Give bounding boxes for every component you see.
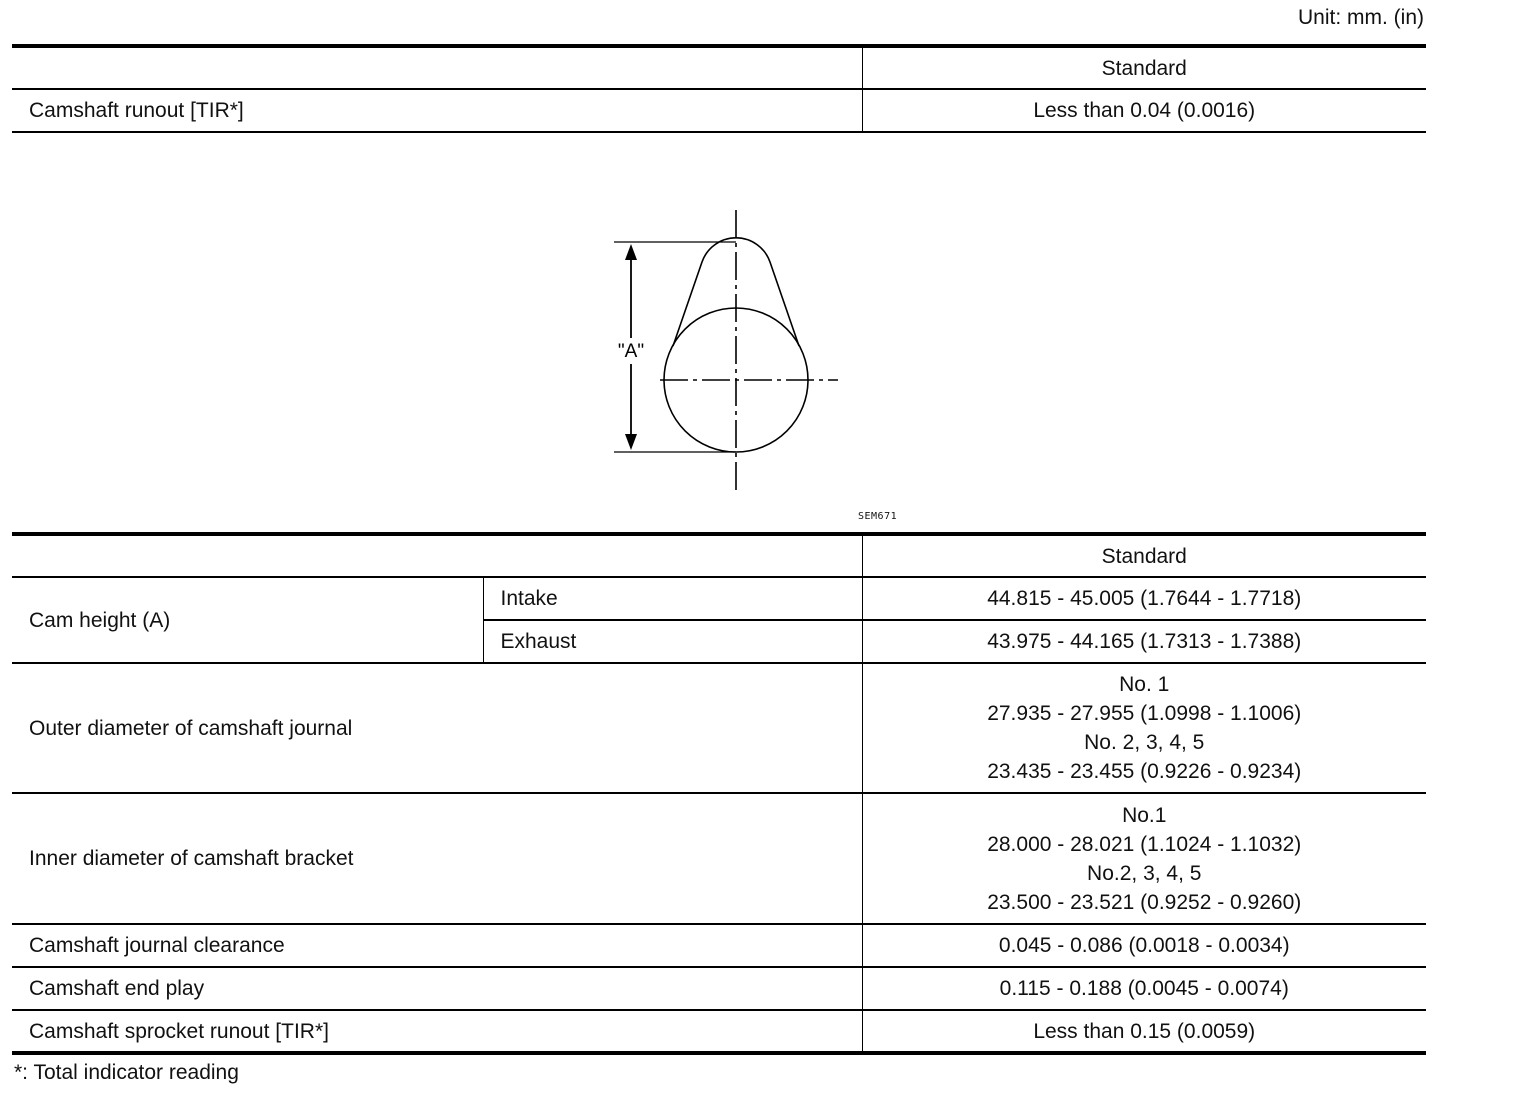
dimension-arrow-down-icon (625, 434, 637, 450)
inner-diameter-label: Inner diameter of camshaft bracket (12, 793, 862, 924)
table-header-row (12, 534, 1426, 577)
camshaft-spec-table (12, 532, 1426, 1055)
sprocket-runout-value: Less than 0.15 (0.0059) (862, 1010, 1426, 1053)
header-empty-cell (12, 46, 862, 89)
table-row (12, 793, 1426, 924)
value-line: No.1 (1122, 803, 1167, 827)
outer-diameter-value (862, 663, 1426, 793)
value-line: No.2, 3, 4, 5 (1087, 861, 1202, 885)
header-standard: Standard (862, 46, 1426, 89)
end-play-value: 0.115 - 0.188 (0.0045 - 0.0074) (862, 967, 1426, 1010)
outer-diameter-label: Outer diameter of camshaft journal (12, 663, 862, 793)
row-value: Less than 0.04 (0.0016) (862, 89, 1426, 132)
figure-code: SEM671 (858, 511, 898, 522)
end-play-label: Camshaft end play (12, 967, 862, 1010)
value-line: No. 1 (1119, 673, 1170, 696)
value-line: No. 2, 3, 4, 5 (1084, 731, 1205, 754)
table-row (12, 577, 1426, 620)
journal-clearance-value: 0.045 - 0.086 (0.0018 - 0.0034) (862, 924, 1426, 967)
header-empty-cell (12, 534, 862, 577)
value-line: 27.935 - 27.955 (1.0998 - 1.1006) (987, 702, 1302, 725)
cam-lobe-diagram (590, 200, 850, 500)
table-row (12, 924, 1426, 967)
dimension-arrow-up-icon (625, 244, 637, 260)
dimension-label: "A" (617, 341, 645, 362)
inner-diameter-value (862, 793, 1426, 924)
intake-label: Intake (483, 577, 862, 620)
journal-clearance-label: Camshaft journal clearance (12, 924, 862, 967)
value-line: 28.000 - 28.021 (1.1024 - 1.1032) (987, 832, 1302, 856)
footnote: *: Total indicator reading (14, 1061, 239, 1084)
table-row (12, 663, 1426, 793)
table-row (12, 89, 1426, 132)
exhaust-value: 43.975 - 44.165 (1.7313 - 1.7388) (862, 620, 1426, 663)
table-header-row (12, 46, 1426, 89)
unit-label: Unit: mm. (in) (1298, 6, 1424, 29)
table-row (12, 967, 1426, 1010)
table-row (12, 1010, 1426, 1053)
exhaust-label: Exhaust (483, 620, 862, 663)
camshaft-runout-table (12, 44, 1426, 133)
row-label: Camshaft runout [TIR*] (12, 89, 862, 132)
cam-height-label: Cam height (A) (12, 577, 483, 663)
intake-value: 44.815 - 45.005 (1.7644 - 1.7718) (862, 577, 1426, 620)
header-standard: Standard (862, 534, 1426, 577)
sprocket-runout-label: Camshaft sprocket runout [TIR*] (29, 1019, 329, 1043)
value-line: 23.500 - 23.521 (0.9252 - 0.9260) (987, 890, 1302, 914)
value-line: 23.435 - 23.455 (0.9226 - 0.9234) (987, 760, 1302, 783)
